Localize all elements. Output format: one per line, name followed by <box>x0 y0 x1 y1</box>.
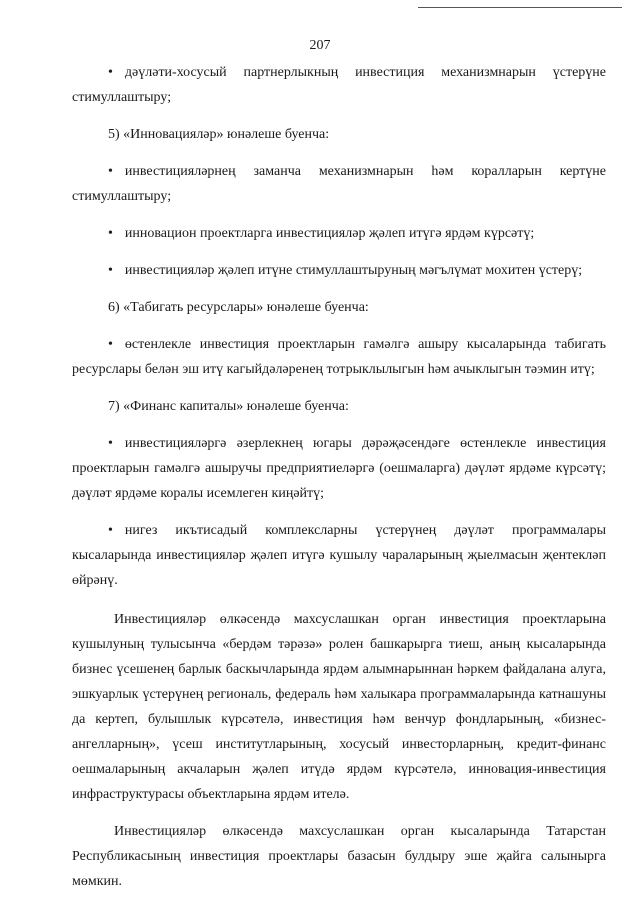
bullet-text: дәүләти-хосусый партнерлыкның инвестиция механизмнарын үстерүне стимуллаштыру; <box>72 65 606 105</box>
bullet-icon: • <box>108 164 113 179</box>
section-heading: 7) «Финанс капиталы» юнәлеше буенча: <box>108 399 349 414</box>
bullet-text: нигез икътисадый комплексларны үстерүнең дәүләт программалары кысаларында инвестицияләр җәлеп итүгә кушылу чараларының җыелмасын җентекләп өйрәнү. <box>72 523 606 588</box>
bullet-icon: • <box>108 65 113 80</box>
body-paragraph: Инвестицияләр өлкәсендә махсуслашкан орган инвестиция проектларына кушылуның тулысынча «бердәм тәрәзә» ролен башкарырга тиеш, аның кысаларында бизнес үсешенең барлык баскычларында ярдәм алымнарыннан һәркем файдалана алуга, эшкуарлык үстерүнең региональ, федераль һәм халыкара программаларында катнашуны да кертеп, булышлык күрсәтелә, инвестиция һәм венчур фондларының, «бизнес-ангелларның», үсеш институтларының, хосусый инвесторларның, кредит-финанс оешмаларының акчаларын җәлеп итүдә ярдәм күрсәтелә, инновация-инвестиция инфраструктурасы объектларына ярдәм ителә. <box>72 612 606 802</box>
page-number: 207 <box>309 38 331 53</box>
bullet-item <box>72 431 606 506</box>
section-heading: 6) «Табигать ресурслары» юнәлеше буенча: <box>108 300 369 315</box>
document-body <box>72 60 606 894</box>
header-rule <box>418 7 622 8</box>
bullet-icon: • <box>108 523 113 538</box>
section-heading: 5) «Инновацияләр» юнәлеше буенча: <box>108 127 330 142</box>
bullet-icon: • <box>108 226 113 241</box>
bullet-text: инвестицияләргә әзерлекнең югары дәрәҗәсендәге өстенлекле инвестиция проектларын гамәлгә ашыручы предприятиеләргә (оешмаларга) дәүләт ярдәме күрсәтү; дәүләт ярдәме коралы исемлеген киңәйтү; <box>72 436 606 501</box>
bullet-text: инвестицияләр җәлеп итүне стимуллаштыруның мәгълүмат мохитен үстерү; <box>124 263 583 278</box>
bullet-text: инновацион проектларга инвестицияләр җәлеп итүгә ярдәм күрсәтү; <box>124 226 535 241</box>
body-paragraph: Инвестицияләр өлкәсендә махсуслашкан орган кысаларында Татарстан Республикасының инвестиция проектлары базасын булдыру эше җайга салынырга мөмкин. <box>72 824 606 889</box>
bullet-item <box>72 332 606 382</box>
bullet-item <box>72 159 606 209</box>
bullet-item <box>72 60 606 110</box>
bullet-icon: • <box>108 436 113 451</box>
bullet-text: инвестицияләрнең заманча механизмнарын һәм коралларын кертүне стимуллаштыру; <box>72 164 606 204</box>
bullet-item <box>72 518 606 593</box>
bullet-text: өстенлекле инвестиция проектларын гамәлгә ашыру кысаларында табигать ресурслары белән эш итү кагыйдәләренең тотрыклылыгын һәм ачыклыгын тәэмин итү; <box>72 337 606 377</box>
bullet-icon: • <box>108 263 113 278</box>
bullet-icon: • <box>108 337 113 352</box>
bullet-item <box>72 258 606 283</box>
bullet-item <box>72 221 606 246</box>
